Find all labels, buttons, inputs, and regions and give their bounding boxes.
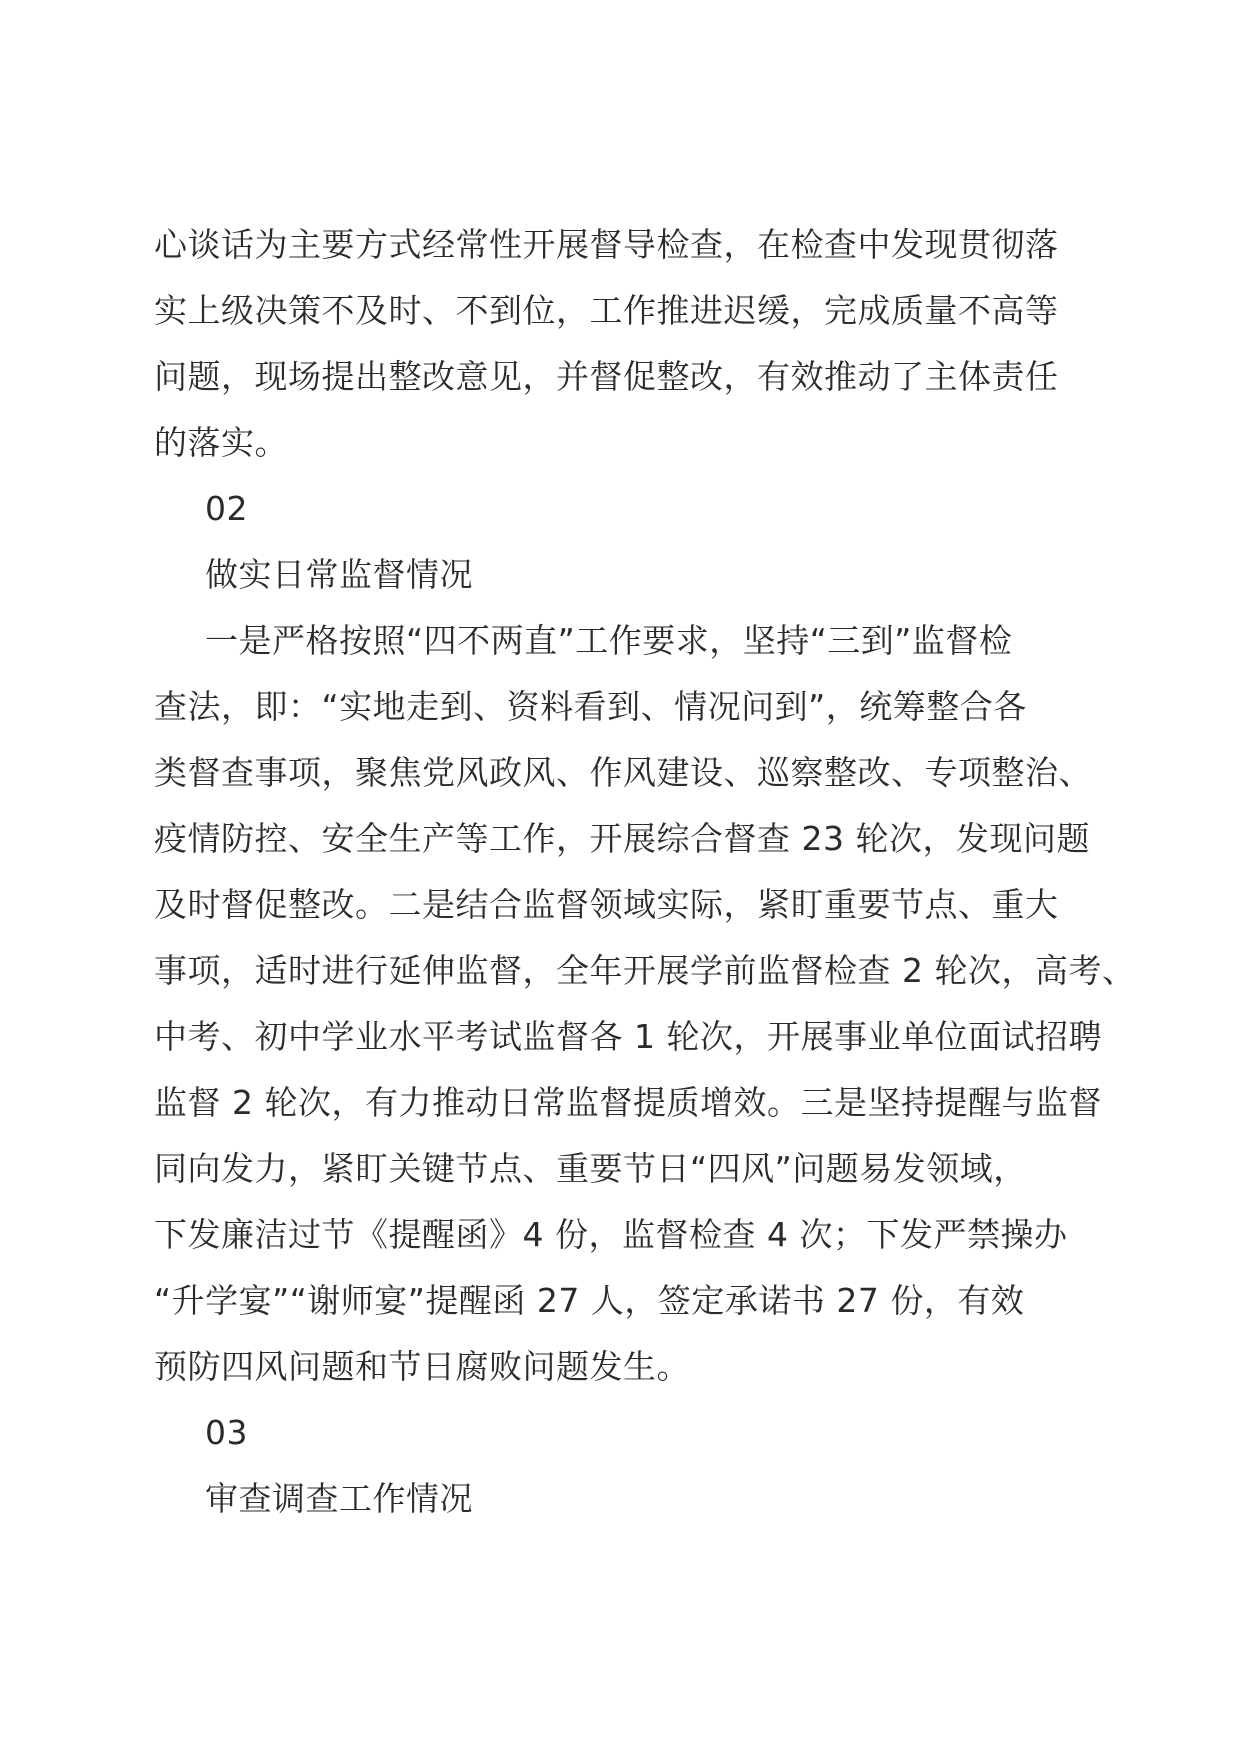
paragraph-line: 下发廉洁过节《提醒函》4 份，监督检查 4 次；下发严禁操办	[154, 1215, 1068, 1254]
paragraph-line: 实上级决策不及时、不到位，工作推进迟缓，完成质量不高等	[154, 291, 1059, 330]
paragraph-line: 中考、初中学业水平考试监督各 1 轮次，开展事业单位面试招聘	[154, 1017, 1102, 1056]
paragraph-line: 的落实。	[154, 423, 288, 462]
paragraph-line: 心谈话为主要方式经常性开展督导检查，在检查中发现贯彻落	[154, 225, 1059, 264]
paragraph-line: 预防四风问题和节日腐败问题发生。	[154, 1347, 690, 1386]
paragraph-line: 监督 2 轮次，有力推动日常监督提质增效。三是坚持提醒与监督	[154, 1083, 1102, 1122]
section-heading: 做实日常监督情况	[205, 555, 473, 594]
section-number: 03	[205, 1413, 248, 1452]
paragraph-line: 同向发力，紧盯关键节点、重要节日“四风”问题易发领域，	[154, 1149, 1027, 1188]
paragraph-line: 事项，适时进行延伸监督，全年开展学前监督检查 2 轮次，高考、	[154, 951, 1136, 990]
paragraph-line: 类督查事项，聚焦党风政风、作风建设、巡察整改、专项整治、	[154, 753, 1092, 792]
document-body	[154, 212, 1136, 1532]
paragraph-line: 一是严格按照“四不两直”工作要求，坚持“三到”监督检	[205, 621, 1013, 660]
section-number: 02	[205, 489, 248, 528]
paragraph-line: “升学宴”“谢师宴”提醒函 27 人，签定承诺书 27 份，有效	[154, 1281, 1025, 1320]
section-heading: 审查调查工作情况	[205, 1479, 473, 1518]
paragraph-line: 疫情防控、安全生产等工作，开展综合督查 23 轮次，发现问题	[154, 819, 1090, 858]
paragraph-line: 查法，即：“实地走到、资料看到、情况问到”，统筹整合各	[154, 687, 1027, 726]
paragraph-line: 问题，现场提出整改意见，并督促整改，有效推动了主体责任	[154, 357, 1059, 396]
paragraph-line: 及时督促整改。二是结合监督领域实际，紧盯重要节点、重大	[154, 885, 1059, 924]
